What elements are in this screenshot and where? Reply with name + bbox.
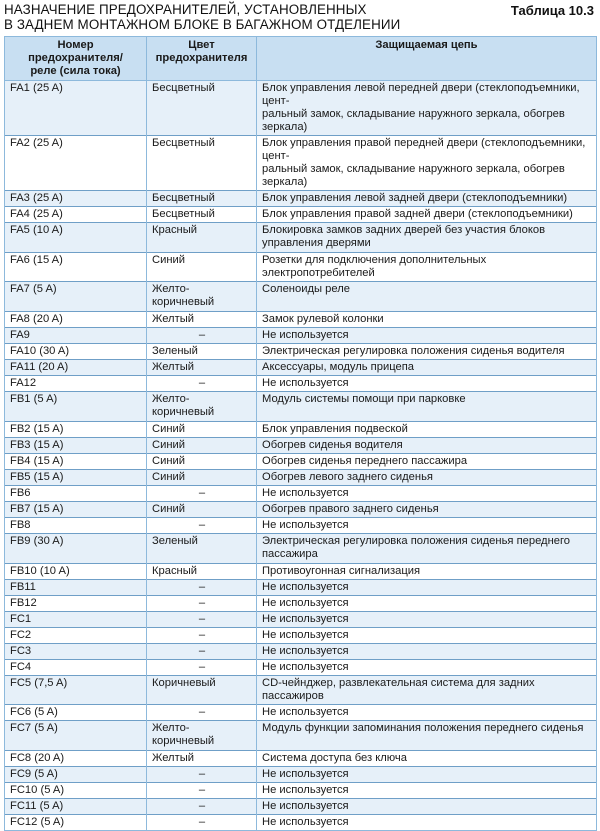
fuse-number-cell: FA8 (20 A)	[5, 312, 147, 328]
protected-circuit-cell	[257, 534, 597, 564]
fuse-color-text: Зеленый	[152, 345, 198, 357]
document-title	[4, 2, 444, 32]
protected-circuit-cell	[257, 136, 597, 191]
fuse-color-text: Желтый	[152, 752, 194, 764]
protected-circuit-cell	[257, 470, 597, 486]
protected-circuit-text: Не используется	[262, 519, 349, 531]
fuse-number-cell: FC6 (5 A)	[5, 705, 147, 721]
header-protected-circuit: Защищаемая цепь	[257, 37, 597, 81]
protected-circuit-cell	[257, 644, 597, 660]
protected-circuit-text: Модуль системы помощи при парковке	[262, 393, 466, 405]
fuse-color-text: Желтый	[152, 313, 194, 325]
fuse-number-cell: FC12 (5 A)	[5, 815, 147, 831]
title-line-1: НАЗНАЧЕНИЕ ПРЕДОХРАНИТЕЛЕЙ, УСТАНОВЛЕННЫХ	[4, 2, 367, 17]
fuse-number-cell: FC11 (5 A)	[5, 799, 147, 815]
protected-circuit-cell	[257, 207, 597, 223]
table-row	[5, 454, 597, 470]
fuse-color-text-line-2: коричневый	[152, 735, 215, 747]
fuse-color-cell	[147, 564, 257, 580]
fuse-number-cell: FA11 (20 A)	[5, 360, 147, 376]
fuse-color-text: –	[198, 629, 206, 641]
table-row	[5, 486, 597, 502]
protected-circuit-cell	[257, 676, 597, 705]
table-header	[5, 37, 597, 81]
protected-circuit-text: Не используется	[262, 645, 349, 657]
protected-circuit-cell	[257, 282, 597, 312]
protected-circuit-cell	[257, 612, 597, 628]
fuse-color-cell	[147, 312, 257, 328]
table-row	[5, 81, 597, 136]
protected-circuit-text: Не используется	[262, 784, 349, 796]
protected-circuit-text: Блок управления правой задней двери (стеклоподъемники)	[262, 208, 573, 220]
table-row	[5, 612, 597, 628]
fuse-color-cell	[147, 191, 257, 207]
fuse-number-cell: FA3 (25 A)	[5, 191, 147, 207]
table-row	[5, 136, 597, 191]
fuse-number-cell: FA4 (25 A)	[5, 207, 147, 223]
protected-circuit-text: Блок управления подвеской	[262, 423, 408, 435]
fuse-number-cell: FB4 (15 A)	[5, 454, 147, 470]
table-row	[5, 534, 597, 564]
protected-circuit-cell	[257, 564, 597, 580]
protected-circuit-cell	[257, 223, 597, 253]
table-row	[5, 751, 597, 767]
table-row	[5, 438, 597, 454]
fuse-number-cell: FA12	[5, 376, 147, 392]
fuse-number-cell: FA2 (25 A)	[5, 136, 147, 191]
protected-circuit-text: Не используется	[262, 329, 349, 341]
fuse-color-text: –	[198, 661, 206, 673]
fuse-color-text: Синий	[152, 423, 186, 435]
fuse-color-text: Зеленый	[152, 535, 198, 547]
fuse-color-cell	[147, 502, 257, 518]
table-row	[5, 360, 597, 376]
fuse-number-cell: FA1 (25 A)	[5, 81, 147, 136]
protected-circuit-cell	[257, 518, 597, 534]
table-row	[5, 705, 597, 721]
fuse-color-cell	[147, 596, 257, 612]
fuse-color-cell	[147, 534, 257, 564]
fuse-color-text-line-2: коричневый	[152, 406, 215, 418]
protected-circuit-cell	[257, 360, 597, 376]
fuse-number-cell: FA10 (30 A)	[5, 344, 147, 360]
protected-circuit-text: Не используется	[262, 816, 349, 828]
table-row	[5, 502, 597, 518]
fuse-color-cell	[147, 438, 257, 454]
header-fuse-color-line-1: Цвет	[188, 39, 215, 51]
protected-circuit-cell	[257, 767, 597, 783]
fuse-color-text: –	[198, 784, 206, 796]
fuse-color-cell	[147, 454, 257, 470]
fuse-color-cell	[147, 376, 257, 392]
fuse-number-cell: FA9	[5, 328, 147, 344]
fuse-color-cell	[147, 628, 257, 644]
fuse-number-cell: FC8 (20 A)	[5, 751, 147, 767]
table-row	[5, 191, 597, 207]
protected-circuit-text: Замок рулевой колонки	[262, 313, 384, 325]
fuse-color-cell	[147, 705, 257, 721]
fuse-number-cell: FC1	[5, 612, 147, 628]
table-row	[5, 376, 597, 392]
fuse-color-text: –	[198, 645, 206, 657]
fuse-color-cell	[147, 422, 257, 438]
header-fuse-number-line-1: Номер предохранителя/	[28, 39, 123, 64]
table-row	[5, 470, 597, 486]
protected-circuit-text: Электрическая регулировка положения сиденья переднего	[262, 535, 571, 547]
fuse-color-text: Желто-	[152, 283, 190, 295]
fuse-color-text: Бесцветный	[152, 192, 215, 204]
fuse-color-cell	[147, 328, 257, 344]
header-fuse-number-line-2: реле (сила тока)	[30, 65, 121, 77]
protected-circuit-text: Не используется	[262, 661, 349, 673]
protected-circuit-cell	[257, 580, 597, 596]
fuse-number-cell: FA7 (5 A)	[5, 282, 147, 312]
fuse-color-cell	[147, 644, 257, 660]
protected-circuit-text: Модуль функции запоминания положения переднего сиденья	[262, 722, 584, 734]
title-line-2: В ЗАДНЕМ МОНТАЖНОМ БЛОКЕ В БАГАЖНОМ ОТДЕЛЕНИИ	[4, 17, 401, 32]
table-number: Таблица 10.3	[510, 3, 594, 18]
fuse-color-cell	[147, 470, 257, 486]
fuse-color-text: Бесцветный	[152, 82, 215, 94]
fuse-color-text: –	[198, 519, 206, 531]
fuse-color-text: –	[198, 613, 206, 625]
fuse-color-text: –	[198, 706, 206, 718]
protected-circuit-text: Система доступа без ключа	[262, 752, 407, 764]
table-row	[5, 628, 597, 644]
fuse-color-text: Красный	[152, 224, 198, 236]
fuse-color-text: –	[198, 800, 206, 812]
fuse-color-cell	[147, 783, 257, 799]
fuse-color-cell	[147, 767, 257, 783]
protected-circuit-text: Не используется	[262, 487, 349, 499]
protected-circuit-cell	[257, 596, 597, 612]
protected-circuit-text: Электрическая регулировка положения сиденья водителя	[262, 345, 565, 357]
fuse-color-text: Синий	[152, 439, 186, 451]
fuse-color-cell	[147, 136, 257, 191]
protected-circuit-text: Соленоиды реле	[262, 283, 350, 295]
protected-circuit-cell	[257, 392, 597, 422]
table-row	[5, 312, 597, 328]
fuse-number-cell: FA5 (10 A)	[5, 223, 147, 253]
protected-circuit-text: Не используется	[262, 706, 349, 718]
protected-circuit-text: Не используется	[262, 613, 349, 625]
table-row	[5, 676, 597, 705]
table-row	[5, 815, 597, 831]
table-row	[5, 580, 597, 596]
fuse-color-cell	[147, 518, 257, 534]
table-row	[5, 223, 597, 253]
fuse-number-cell: FB8	[5, 518, 147, 534]
protected-circuit-text: Не используется	[262, 768, 349, 780]
fuse-number-cell: FC10 (5 A)	[5, 783, 147, 799]
protected-circuit-text-line-2: ральный замок, складывание наружного зеркала, обогрев зеркала)	[262, 163, 565, 188]
fuse-color-text: –	[198, 597, 206, 609]
fuse-color-cell	[147, 751, 257, 767]
fuse-color-cell	[147, 223, 257, 253]
fuse-color-cell	[147, 721, 257, 751]
fuse-number-cell: FC7 (5 A)	[5, 721, 147, 751]
protected-circuit-cell	[257, 344, 597, 360]
fuse-color-cell	[147, 81, 257, 136]
fuse-number-cell: FB6	[5, 486, 147, 502]
fuse-number-cell: FC5 (7,5 A)	[5, 676, 147, 705]
protected-circuit-cell	[257, 81, 597, 136]
table-row	[5, 783, 597, 799]
protected-circuit-text: Блок управления правой передней двери (стеклоподъемники, цент-	[262, 137, 586, 162]
protected-circuit-cell	[257, 660, 597, 676]
protected-circuit-text: Обогрев правого заднего сиденья	[262, 503, 439, 515]
fuse-color-cell	[147, 815, 257, 831]
protected-circuit-cell	[257, 312, 597, 328]
protected-circuit-cell	[257, 751, 597, 767]
fuse-color-text: –	[198, 329, 206, 341]
fuse-color-cell	[147, 799, 257, 815]
protected-circuit-text-line-2: управления дверями	[262, 237, 371, 249]
protected-circuit-text-line-2: ральный замок, складывание наружного зеркала, обогрев зеркала)	[262, 108, 565, 133]
fuse-number-cell: FB1 (5 A)	[5, 392, 147, 422]
table-row	[5, 207, 597, 223]
protected-circuit-text: Обогрев сиденья переднего пассажира	[262, 455, 468, 467]
fuse-color-cell	[147, 253, 257, 282]
fuse-color-cell	[147, 344, 257, 360]
fuse-number-cell: FB10 (10 A)	[5, 564, 147, 580]
table-row	[5, 253, 597, 282]
fuse-number-cell: FC3	[5, 644, 147, 660]
protected-circuit-text: Блок управления левой задней двери (стеклоподъемники)	[262, 192, 568, 204]
header-fuse-color	[147, 37, 257, 81]
protected-circuit-cell	[257, 783, 597, 799]
fuse-color-text: –	[198, 581, 206, 593]
protected-circuit-cell	[257, 486, 597, 502]
fuse-color-text: Желто-	[152, 393, 190, 405]
fuse-color-cell	[147, 612, 257, 628]
protected-circuit-cell	[257, 502, 597, 518]
protected-circuit-cell	[257, 422, 597, 438]
table-row	[5, 660, 597, 676]
fuse-number-cell: FB5 (15 A)	[5, 470, 147, 486]
fuse-number-cell: FC2	[5, 628, 147, 644]
protected-circuit-cell	[257, 721, 597, 751]
protected-circuit-text: Противоугонная сигнализация	[262, 565, 421, 577]
fuse-color-cell	[147, 660, 257, 676]
table-row	[5, 344, 597, 360]
protected-circuit-cell	[257, 328, 597, 344]
fuse-color-text: Бесцветный	[152, 137, 215, 149]
protected-circuit-cell	[257, 191, 597, 207]
table-row	[5, 596, 597, 612]
fuse-color-cell	[147, 392, 257, 422]
fuse-color-text: –	[198, 377, 206, 389]
protected-circuit-text: Розетки для подключения дополнительных электропотребителей	[262, 254, 487, 279]
protected-circuit-text: Не используется	[262, 377, 349, 389]
table-row	[5, 282, 597, 312]
protected-circuit-text: Аксессуары, модуль прицепа	[262, 361, 414, 373]
fuse-color-text: Бесцветный	[152, 208, 215, 220]
table-row	[5, 422, 597, 438]
fuse-color-text: Синий	[152, 503, 186, 515]
fuse-color-text: Коричневый	[152, 677, 216, 689]
header-fuse-color-line-2: предохранителя	[155, 52, 248, 64]
fuse-color-text: –	[198, 816, 206, 828]
protected-circuit-cell	[257, 454, 597, 470]
fuse-color-cell	[147, 580, 257, 596]
fuse-color-text: Синий	[152, 455, 186, 467]
protected-circuit-cell	[257, 628, 597, 644]
protected-circuit-text: Не используется	[262, 800, 349, 812]
protected-circuit-cell	[257, 376, 597, 392]
table-row	[5, 564, 597, 580]
fuse-color-text-line-2: коричневый	[152, 296, 215, 308]
protected-circuit-cell	[257, 815, 597, 831]
table-row	[5, 328, 597, 344]
fuse-color-text: Желтый	[152, 361, 194, 373]
table-body	[5, 81, 597, 831]
fuse-number-cell: FB12	[5, 596, 147, 612]
fuse-color-text: Синий	[152, 471, 186, 483]
protected-circuit-text: Блокировка замков задних дверей без участия блоков	[262, 224, 546, 236]
protected-circuit-cell	[257, 438, 597, 454]
fuse-color-text: –	[198, 768, 206, 780]
fuse-color-text: –	[198, 487, 206, 499]
fuse-number-cell: FB2 (15 A)	[5, 422, 147, 438]
fuse-color-cell	[147, 360, 257, 376]
fuse-color-cell	[147, 282, 257, 312]
fuse-color-cell	[147, 676, 257, 705]
protected-circuit-cell	[257, 705, 597, 721]
table-row	[5, 767, 597, 783]
protected-circuit-text-line-2: пассажира	[262, 548, 318, 560]
fuse-color-text: Желто-	[152, 722, 190, 734]
protected-circuit-text: Не используется	[262, 581, 349, 593]
table-row	[5, 799, 597, 815]
protected-circuit-text: Блок управления левой передней двери (стеклоподъемники, цент-	[262, 82, 580, 107]
fuse-number-cell: FB9 (30 A)	[5, 534, 147, 564]
header-fuse-number	[5, 37, 147, 81]
protected-circuit-text: Обогрев сиденья водителя	[262, 439, 403, 451]
table-row	[5, 518, 597, 534]
table-row	[5, 721, 597, 751]
protected-circuit-text: CD-чейнджер, развлекательная система для задних пассажиров	[262, 677, 535, 702]
fuse-number-cell: FA6 (15 A)	[5, 253, 147, 282]
fuse-table	[4, 36, 597, 831]
table-row	[5, 644, 597, 660]
protected-circuit-text: Обогрев левого заднего сиденья	[262, 471, 433, 483]
table-row	[5, 392, 597, 422]
fuse-number-cell: FC4	[5, 660, 147, 676]
fuse-color-text: Синий	[152, 254, 186, 266]
fuse-color-text: Красный	[152, 565, 198, 577]
fuse-color-cell	[147, 207, 257, 223]
protected-circuit-cell	[257, 253, 597, 282]
fuse-number-cell: FC9 (5 A)	[5, 767, 147, 783]
protected-circuit-text: Не используется	[262, 597, 349, 609]
fuse-number-cell: FB3 (15 A)	[5, 438, 147, 454]
protected-circuit-text: Не используется	[262, 629, 349, 641]
fuse-color-cell	[147, 486, 257, 502]
protected-circuit-cell	[257, 799, 597, 815]
fuse-number-cell: FB11	[5, 580, 147, 596]
fuse-number-cell: FB7 (15 A)	[5, 502, 147, 518]
